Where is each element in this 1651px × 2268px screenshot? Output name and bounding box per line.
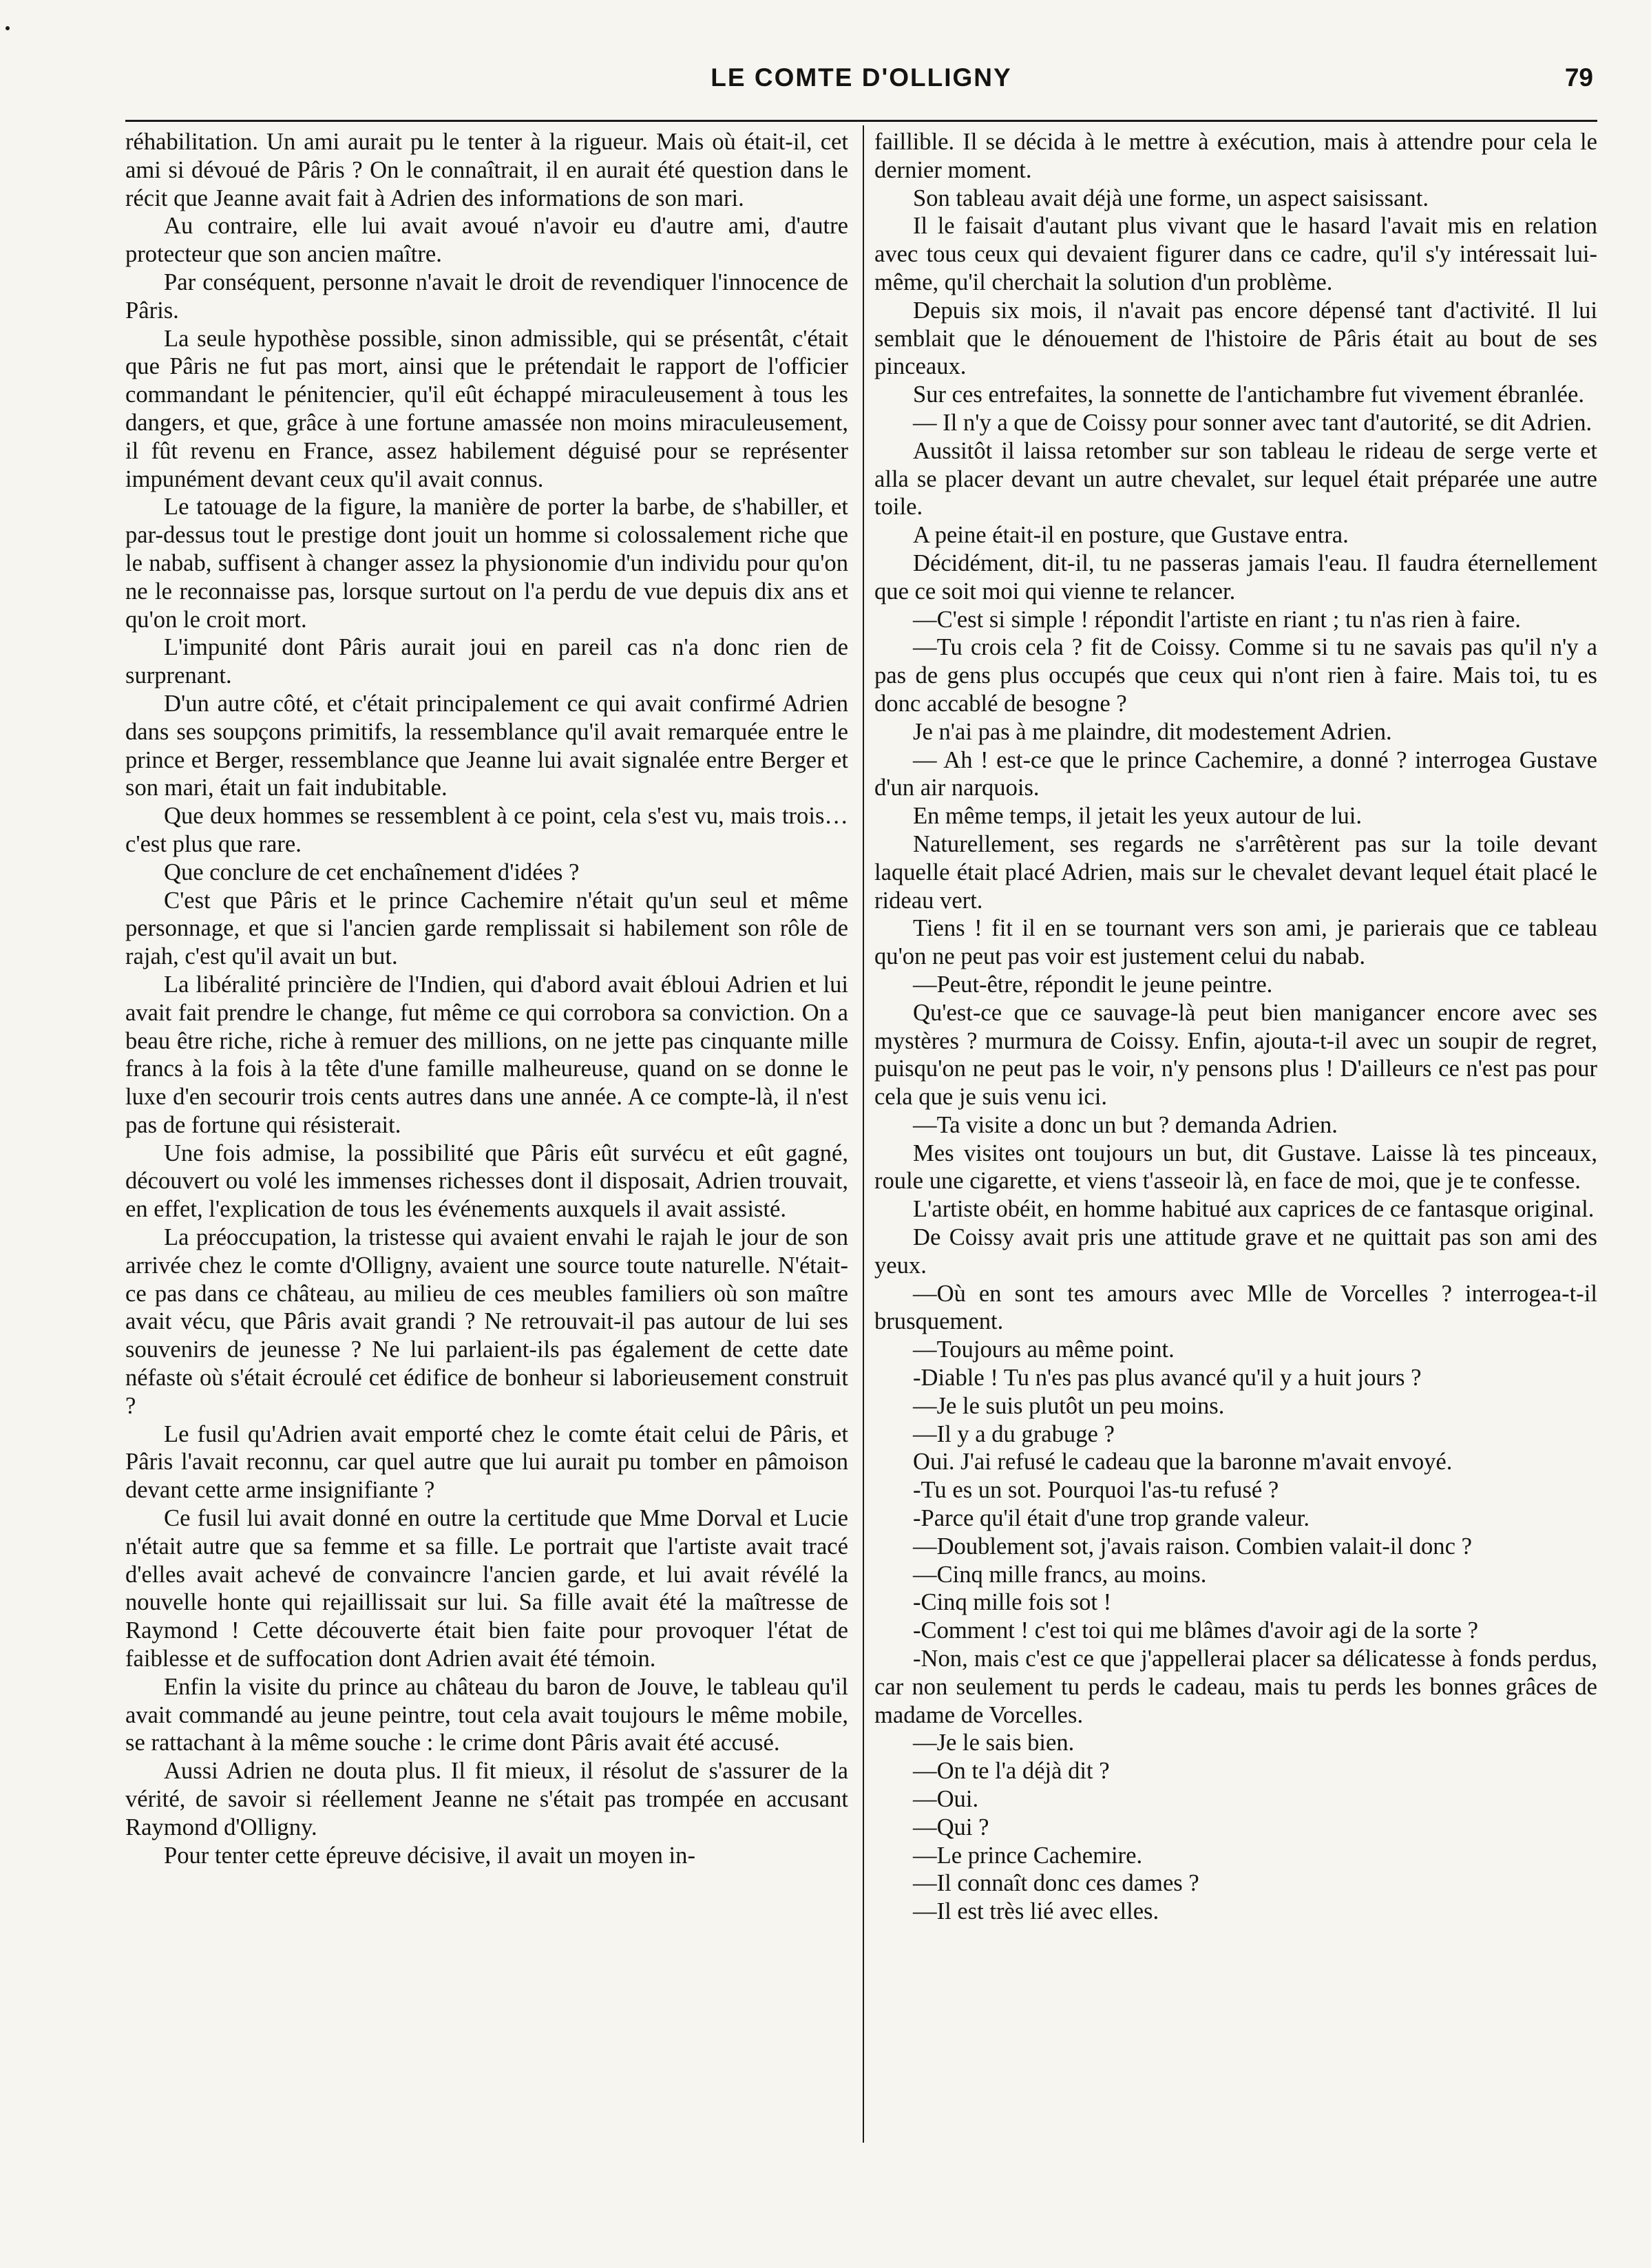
paragraph: Que conclure de cet enchaînement d'idées ?	[164, 859, 580, 885]
paragraph: faillible. Il se décida à le mettre à exécution, mais à attendre pour cela le dernier moment.	[874, 129, 1597, 183]
paragraph: C'est que Pâris et le prince Cachemire n'était qu'un seul et même personnage, et que si l'ancien garde remplissait si habilement son rôle de rajah, c'est qu'il avait un but.	[125, 887, 848, 970]
paragraph: —Il y a du grabuge ?	[913, 1420, 1115, 1447]
paragraph: —Qui ?	[913, 1814, 989, 1840]
paragraph: —Où en sont tes amours avec Mlle de Vorcelles ? interrogea-t-il brusquement.	[874, 1280, 1597, 1335]
paragraph: Je n'ai pas à me plaindre, dit modestement Adrien.	[913, 718, 1392, 745]
paragraph: Oui. J'ai refusé le cadeau que la baronne m'avait envoyé.	[913, 1449, 1453, 1476]
paragraph: -Diable ! Tu n'es pas plus avancé qu'il y a huit jours ?	[913, 1365, 1422, 1392]
paragraph: Le tatouage de la figure, la manière de porter la barbe, de s'habiller, et par-dessus tout le prestige dont jouit un homme si colossalement riche que le nabab, suffisent à changer assez la physionomie d'un individu pour qu'on ne le reconnaisse pas, lorsque surtout on l'a perdu de vue depuis dix ans et qu'on le croit mort.	[125, 494, 848, 633]
paragraph: —Doublement sot, j'avais raison. Combien valait-il donc ?	[913, 1533, 1472, 1560]
paragraph: Son tableau avait déjà une forme, un aspect saisissant.	[913, 185, 1429, 211]
paragraph: L'artiste obéit, en homme habitué aux caprices de ce fantasque original.	[913, 1196, 1595, 1223]
paragraph: Qu'est-ce que ce sauvage-là peut bien manigancer encore avec ses mystères ? murmura de Coissy. Enfin, ajouta-t-il avec un soupir de regret, puisqu'on ne peut pas le voir, n'y pensons plus ! D'ailleurs ce n'est pas pour cela que je suis venu ici.	[874, 999, 1597, 1111]
column-divider	[863, 125, 864, 2143]
paragraph: -Comment ! c'est toi qui me blâmes d'avoir agi de la sorte ?	[913, 1617, 1478, 1644]
paragraph: — Il n'y a que de Coissy pour sonner avec tant d'autorité, se dit Adrien.	[913, 409, 1592, 436]
page-header	[125, 58, 1597, 99]
paragraph: -Cinq mille fois sot !	[913, 1589, 1112, 1616]
paragraph: —Toujours au même point.	[913, 1336, 1175, 1363]
paragraph: —Cinq mille francs, au moins.	[913, 1561, 1207, 1588]
paragraph: —Oui.	[913, 1786, 979, 1813]
paragraph: —Je le suis plutôt un peu moins.	[913, 1392, 1225, 1419]
paragraph: Aussitôt il laissa retomber sur son tableau le rideau de serge verte et alla se placer devant un autre chevalet, sur lequel était préparée une autre toile.	[874, 437, 1597, 521]
paragraph: -Tu es un sot. Pourquoi l'as-tu refusé ?	[913, 1477, 1279, 1504]
paragraph: —Il est très lié avec elles.	[913, 1898, 1159, 1925]
paragraph: En même temps, il jetait les yeux autour de lui.	[913, 803, 1363, 830]
paragraph: Que deux hommes se ressemblent à ce point, cela s'est vu, mais trois…c'est plus que rare.	[125, 803, 848, 857]
right-column	[874, 128, 1597, 2152]
paragraph: Depuis six mois, il n'avait pas encore dépensé tant d'activité. Il lui semblait que le dénouement de l'histoire de Pâris était au bout de ses pinceaux.	[874, 297, 1597, 380]
paragraph: —Il connaît donc ces dames ?	[913, 1870, 1199, 1897]
paragraph: — Ah ! est-ce que le prince Cachemire, a donné ? interrogea Gustave d'un air narquois.	[874, 746, 1597, 801]
paragraph: A peine était-il en posture, que Gustave entra.	[913, 522, 1349, 549]
paragraph: —On te l'a déjà dit ?	[913, 1758, 1110, 1785]
paragraph: L'impunité dont Pâris aurait joui en pareil cas n'a donc rien de surprenant.	[125, 634, 848, 689]
paragraph: —Le prince Cachemire.	[913, 1842, 1143, 1869]
paragraph: Mes visites ont toujours un but, dit Gustave. Laisse là tes pinceaux, roule une cigarette, et viens t'asseoir là, en face de moi, que je te confesse.	[874, 1140, 1597, 1195]
paragraph: Naturellement, ses regards ne s'arrêtèrent pas sur la toile devant laquelle était placé Adrien, mais sur le chevalet devant lequel était placé le rideau vert.	[874, 830, 1597, 914]
header-rule	[125, 120, 1597, 122]
paragraph: D'un autre côté, et c'était principalement ce qui avait confirmé Adrien dans ses soupçons primitifs, la ressemblance qu'il avait remarquée entre le prince et Berger, ressemblance que Jeanne lui avait signalée entre Berger et son mari, était un fait indubitable.	[125, 690, 848, 801]
paragraph: Le fusil qu'Adrien avait emporté chez le comte était celui de Pâris, et Pâris l'avait reconnu, car quel autre que lui aurait pu tomber en pâmoison devant cette arme insignifiante ?	[125, 1420, 848, 1504]
paragraph: -Parce qu'il était d'une trop grande valeur.	[913, 1505, 1310, 1532]
paragraph: —Peut-être, répondit le jeune peintre.	[913, 971, 1273, 998]
paragraph: Au contraire, elle lui avait avoué n'avoir eu d'autre ami, d'autre protecteur que son ancien maître.	[125, 213, 848, 268]
paragraph: De Coissy avait pris une attitude grave et ne quittait pas son ami des yeux.	[874, 1224, 1597, 1279]
paragraph: Pour tenter cette épreuve décisive, il avait un moyen in-	[164, 1842, 695, 1869]
paragraph: Aussi Adrien ne douta plus. Il fit mieux, il résolut de s'assurer de la vérité, de savoir si réellement Jeanne ne s'était pas trompée en accusant Raymond d'Olligny.	[125, 1758, 848, 1840]
paragraph: La seule hypothèse possible, sinon admissible, qui se présentât, c'était que Pâris ne fut pas mort, ainsi que le prétendait le rapport de l'officier commandant le pénitencier, qu'il eût échappé miraculeusement à tous les dangers, et que, grâce à une fortune amassée non moins miraculeusement, il fût revenu en France, assez habilement déguisé pour se représenter impunément devant ceux qu'il avait connus.	[125, 325, 848, 492]
paragraph: La libéralité princière de l'Indien, qui d'abord avait ébloui Adrien et lui avait fait prendre le change, fut même ce qui corrobora sa conviction. On a beau être riche, riche à remuer des millions, on ne jette pas cinquante mille francs à la fois à la tête d'une famille malheureuse, quand on se donne le luxe d'en secourir trois cents autres dans une année. A ce compte-là, il n'est pas de fortune qui résisterait.	[125, 971, 848, 1138]
running-title: LE COMTE D'OLLIGNY	[711, 63, 1012, 92]
paragraph: —Tu crois cela ? fit de Coissy. Comme si tu ne savais pas qu'il n'y a pas de gens plus occupés que ceux qui n'ont rien à faire. Mais toi, tu es donc accablé de besogne ?	[874, 634, 1597, 717]
paragraph: Enfin la visite du prince au château du baron de Jouve, le tableau qu'il avait commandé au jeune peintre, tout cela avait toujours le même mobile, se rattachant à la même souche : le crime dont Pâris avait été accusé.	[125, 1673, 848, 1756]
page-number: 79	[1564, 63, 1593, 92]
paragraph: Par conséquent, personne n'avait le droit de revendiquer l'innocence de Pâris.	[125, 269, 848, 324]
print-speck	[6, 26, 10, 30]
paragraph: Il le faisait d'autant plus vivant que le hasard l'avait mis en relation avec tous ceux qui devaient figurer dans ce cadre, qu'il s'y intéressait lui-même, qu'il cherchait la solution d'un problème.	[874, 213, 1597, 295]
paragraph: La préoccupation, la tristesse qui avaient envahi le rajah le jour de son arrivée chez le comte d'Olligny, avaient une source toute naturelle. N'était-ce pas dans ce château, au milieu de ces meubles familiers où son maître avait vécu, que Pâris avait grandi ? Ne retrouvait-il pas autour de lui ses souvenirs de jeunesse ? Ne lui parlaient-ils pas également de cette date néfaste où s'était écroulé cet édifice de bonheur si laborieusement construit ?	[125, 1224, 848, 1419]
paragraph: Sur ces entrefaites, la sonnette de l'antichambre fut vivement ébranlée.	[913, 381, 1584, 408]
paragraph: Ce fusil lui avait donné en outre la certitude que Mme Dorval et Lucie n'était autre que sa femme et sa fille. Le portrait que l'artiste avait tracé d'elles avait achevé de convaincre l'ancien garde, et lui avait révélé la nouvelle honte qui rejaillissait sur lui. Sa fille avait été la maîtresse de Raymond ! Cette découverte était bien faite pour provoquer l'état de faiblesse et de suffocation dont Adrien avait été témoin.	[125, 1505, 848, 1672]
paragraph: -Non, mais c'est ce que j'appellerai placer sa délicatesse à fonds perdus, car non seulement tu perds le cadeau, mais tu perds les bonnes grâces de madame de Vorcelles.	[874, 1646, 1597, 1728]
paragraph: —Je le sais bien.	[913, 1730, 1075, 1756]
paragraph: réhabilitation. Un ami aurait pu le tenter à la rigueur. Mais où était-il, cet ami si dévoué de Pâris ? On le connaîtrait, il en aurait été question dans le récit que Jeanne avait fait à Adrien des informations de son mari.	[125, 129, 848, 211]
paragraph: Une fois admise, la possibilité que Pâris eût survécu et eût gagné, découvert ou volé les immenses richesses dont il disposait, Adrien trouvait, en effet, l'explication de tous les événements auxquels il avait assisté.	[125, 1140, 848, 1223]
left-column	[125, 128, 848, 2152]
paragraph: Décidément, dit-il, tu ne passeras jamais l'eau. Il faudra éternellement que ce soit moi qui vienne te relancer.	[874, 549, 1597, 605]
paragraph: Tiens ! fit il en se tournant vers son ami, je parierais que ce tableau qu'on ne peut pas voir est justement celui du nabab.	[874, 915, 1597, 970]
paragraph: —C'est si simple ! répondit l'artiste en riant ; tu n'as rien à faire.	[913, 606, 1521, 633]
paragraph: —Ta visite a donc un but ? demanda Adrien.	[913, 1111, 1338, 1138]
